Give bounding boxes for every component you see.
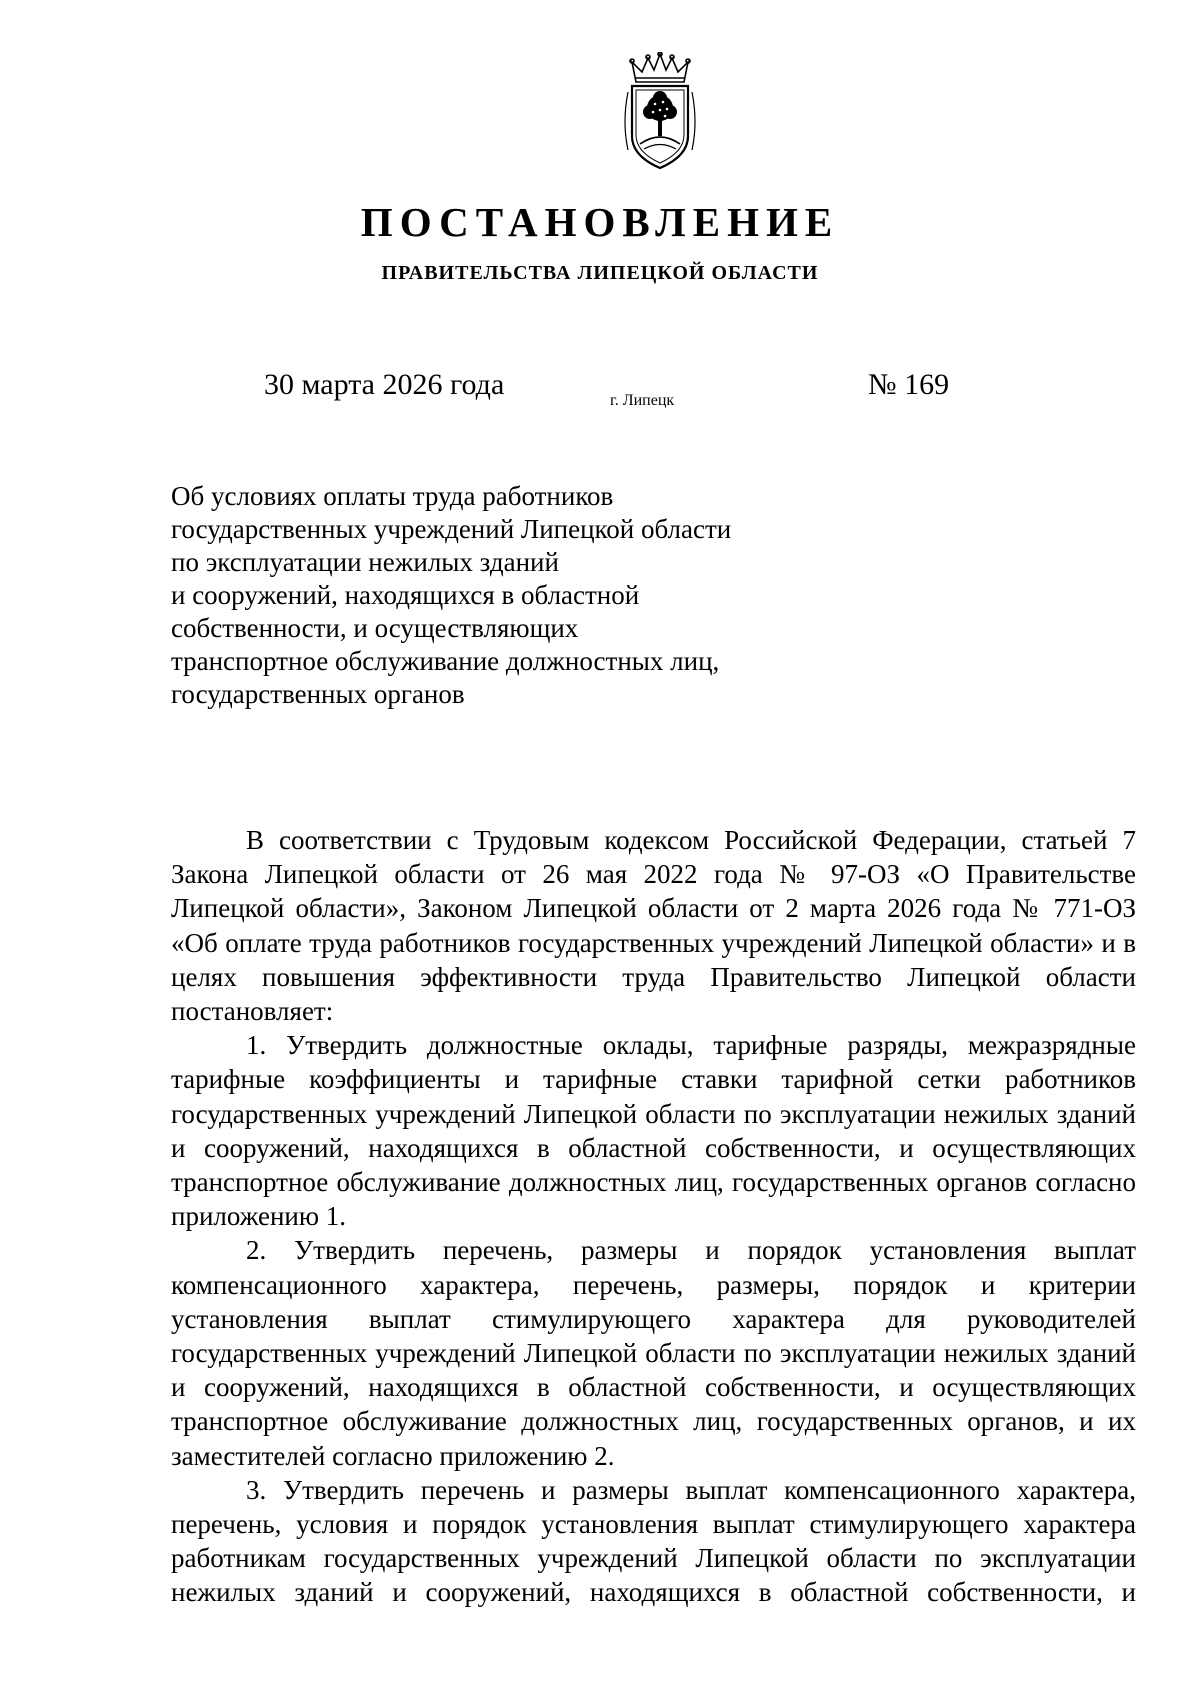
heading-line: собственности, и осуществляющих xyxy=(171,613,579,643)
heading-line: государственных органов xyxy=(171,679,465,709)
document-heading xyxy=(171,480,791,711)
heading-line: государственных учреждений Липецкой области xyxy=(171,514,732,544)
document-body xyxy=(171,823,1136,1610)
document-date: 30 марта 2026 года xyxy=(264,368,505,401)
item-2-paragraph: 2. Утвердить перечень, размеры и порядок установления выплат компенсационного характера, перечень, размеры, порядок и критерии установления выплат стимулирующего характера для руководителей государственных учреждений Липецкой области по эксплуатации нежилых зданий и сооружений, находящихся в областной собственности, и осуществляющих транспортное обслуживание должностных лиц, государственных органов, и их заместителей согласно приложению 2. xyxy=(171,1235,1136,1471)
preamble-paragraph: В соответствии с Трудовым кодексом Российской Федерации, статьей 7 Закона Липецкой области от 26 мая 2022 года № 97-ОЗ «О Правительстве Липецкой области», Законом Липецкой области от 2 марта 2026 года № 771-ОЗ «Об оплате труда работников государственных учреждений Липецкой области» и в целях повышения эффективности труда Правительство Липецкой области постановляет: xyxy=(171,825,1136,1027)
item-3-paragraph: 3. Утвердить перечень и размеры выплат компенсационного характера, перечень, условия и порядок установления выплат стимулирующего характера работникам государственных учреждений Липецкой области по эксплуатации нежилых зданий и сооружений, находящихся в областной собственности, и xyxy=(171,1474,1136,1608)
item-1-paragraph: 1. Утвердить должностные оклады, тарифные разряды, межразрядные тарифные коэффициенты и тарифные ставки тарифной сетки работников государственных учреждений Липецкой области по эксплуатации нежилых зданий и сооружений, находящихся в областной собственности, и осуществляющих транспортное обслуживание должностных лиц, государственных органов согласно приложению 1. xyxy=(171,1030,1136,1232)
heading-line: по эксплуатации нежилых зданий xyxy=(171,547,559,577)
heading-line: транспортное обслуживание должностных лиц, xyxy=(171,646,720,676)
document-title: ПОСТАНОВЛЕНИЕ xyxy=(360,199,840,245)
document-number: № 169 xyxy=(868,368,950,401)
document-city: г. Липецк xyxy=(610,392,675,409)
document-subtitle: ПРАВИТЕЛЬСТВА ЛИПЕЦКОЙ ОБЛАСТИ xyxy=(381,262,819,284)
heading-line: и сооружений, находящихся в областной xyxy=(171,580,640,610)
heading-line: Об условиях оплаты труда работников xyxy=(171,481,614,511)
lipetsk-region-coat-of-arms-icon xyxy=(618,52,702,172)
